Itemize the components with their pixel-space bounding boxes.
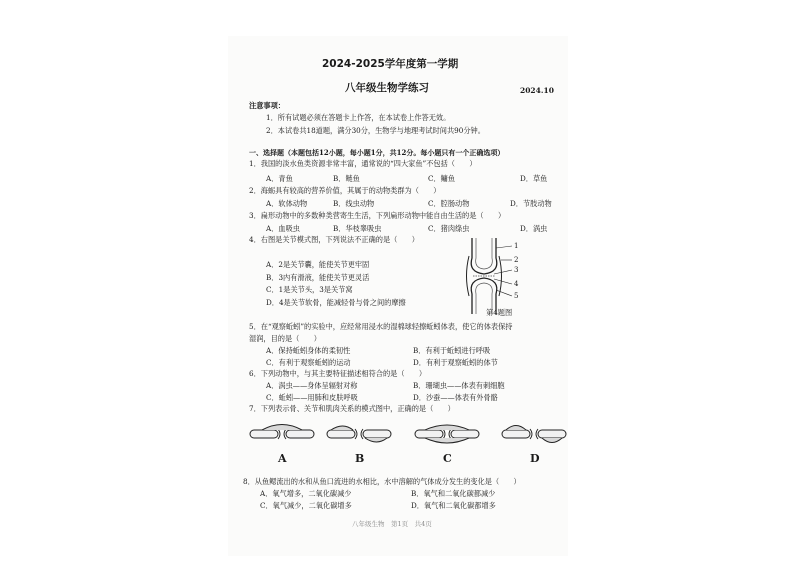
q2-option-a: A．软体动物 (266, 199, 308, 208)
q6-option-d: D．沙蚕——体表有外骨骼 (413, 393, 498, 402)
joint-label-5: 5 (514, 292, 519, 300)
q6-stem: 6．下列动物中，与其主要特征描述相符合的是（ ） (249, 369, 427, 378)
joint-label-3: 3 (514, 266, 519, 274)
bone-muscle-figure-a (248, 418, 318, 452)
bone-muscle-figure-c (413, 418, 483, 452)
q1-option-d: D．草鱼 (520, 174, 548, 183)
q7-stem: 7．下列表示骨、关节和肌肉关系的模式图中，正确的是（ ） (249, 404, 455, 413)
q4-option-b: B．3内有滑液，能使关节更灵活 (266, 273, 370, 282)
q1-option-b: B．鲢鱼 (333, 174, 360, 183)
notes-heading: 注意事项： (249, 101, 285, 110)
q7-label-a: A (278, 452, 287, 465)
bone-muscle-figure-b (325, 418, 395, 452)
title-line1: 2024-2025学年度第一学期 (322, 58, 459, 70)
q5-option-c: C．有利于观察蚯蚓的运动 (266, 358, 351, 367)
notes-item-1: 1．所有试题必须在答题卡上作答，在本试卷上作答无效。 (266, 113, 451, 122)
exam-date: 2024.10 (520, 86, 554, 95)
bone-muscle-figure-d (500, 418, 570, 452)
q4-option-a: A．2是关节囊，能使关节更牢固 (266, 260, 370, 269)
joint-label-1: 1 (514, 242, 519, 250)
q2-option-d: D．节肢动物 (510, 199, 552, 208)
q8-stem: 8．从鱼鳃流出的水和从鱼口流进的水相比，水中溶解的气体成分发生的变化是（ ） (243, 477, 521, 486)
q4-stem: 4．右图是关节模式图，下列说法不正确的是（ ） (249, 235, 419, 244)
q3-option-c: C．猪肉绦虫 (428, 224, 470, 233)
q5-option-a: A．保持蚯蚓身体的柔韧性 (266, 346, 351, 355)
q3-stem: 3．扁形动物中的多数种类营寄生生活，下列扁形动物中能自由生活的是（ ） (249, 211, 506, 220)
q2-option-c: C．腔肠动物 (428, 199, 470, 208)
q8-option-b: B．氧气和二氧化碳都减少 (411, 489, 496, 498)
q6-option-a: A．涡虫——身体呈辐射对称 (266, 381, 358, 390)
title-line2: 八年级生物学练习 (345, 82, 429, 94)
q1-stem: 1．我国的淡水鱼类资源非常丰富，通常说的“四大家鱼”不包括（ ） (249, 159, 477, 168)
q5-stem-cont: 湿润，目的是（ ） (249, 334, 321, 343)
q8-option-c: C．氧气减少，二氧化碳增多 (260, 501, 352, 510)
q1-option-a: A．青鱼 (266, 174, 293, 183)
q5-option-b: B．有利于蚯蚓进行呼吸 (413, 346, 491, 355)
q4-option-c: C．1是关节头，3是关节窝 (266, 285, 353, 294)
q2-stem: 2．海蛎具有较高的营养价值，其属于的动物类群为（ ） (249, 186, 441, 195)
q5-option-d: D．有利于观察蚯蚓的体节 (413, 358, 498, 367)
section1-heading: 一、选择题（本题包括12小题，每小题1分，共12分。每小题只有一个正确选项） (249, 148, 505, 157)
q4-option-d: D．4是关节软骨，能减轻骨与骨之间的摩擦 (266, 298, 406, 307)
joint-label-4: 4 (514, 280, 519, 288)
joint-diagram (464, 238, 530, 314)
q3-option-a: A．血吸虫 (266, 224, 300, 233)
joint-label-2: 2 (514, 256, 519, 264)
figure-caption-q4: 第4题图 (486, 308, 513, 317)
q3-option-b: B．华枝睾吸虫 (333, 224, 382, 233)
q2-option-b: B．线虫动物 (333, 199, 375, 208)
q1-option-c: C．鳙鱼 (428, 174, 456, 183)
q7-label-d: D (530, 452, 540, 465)
q7-label-c: C (443, 452, 452, 465)
q6-option-c: C．蚯蚓——用肺和皮肤呼吸 (266, 393, 358, 402)
q3-option-d: D．涡虫 (520, 224, 548, 233)
q8-option-a: A．氧气增多，二氧化碳减少 (260, 489, 352, 498)
q5-stem: 5．在“观察蚯蚓”的实验中，应经常用浸水的湿棉球轻擦蚯蚓体表，使它的体表保持 (249, 322, 513, 331)
q8-option-d: D．氧气和二氧化碳都增多 (411, 501, 496, 510)
q6-option-b: B．珊瑚虫——体表有刺细胞 (413, 381, 505, 390)
q7-label-b: B (355, 452, 365, 465)
page-footer: 八年级生物 第1页 共4页 (352, 520, 432, 528)
notes-item-2: 2．本试卷共18道题，满分30分，生物学与地理考试时间共90分钟。 (266, 126, 485, 135)
